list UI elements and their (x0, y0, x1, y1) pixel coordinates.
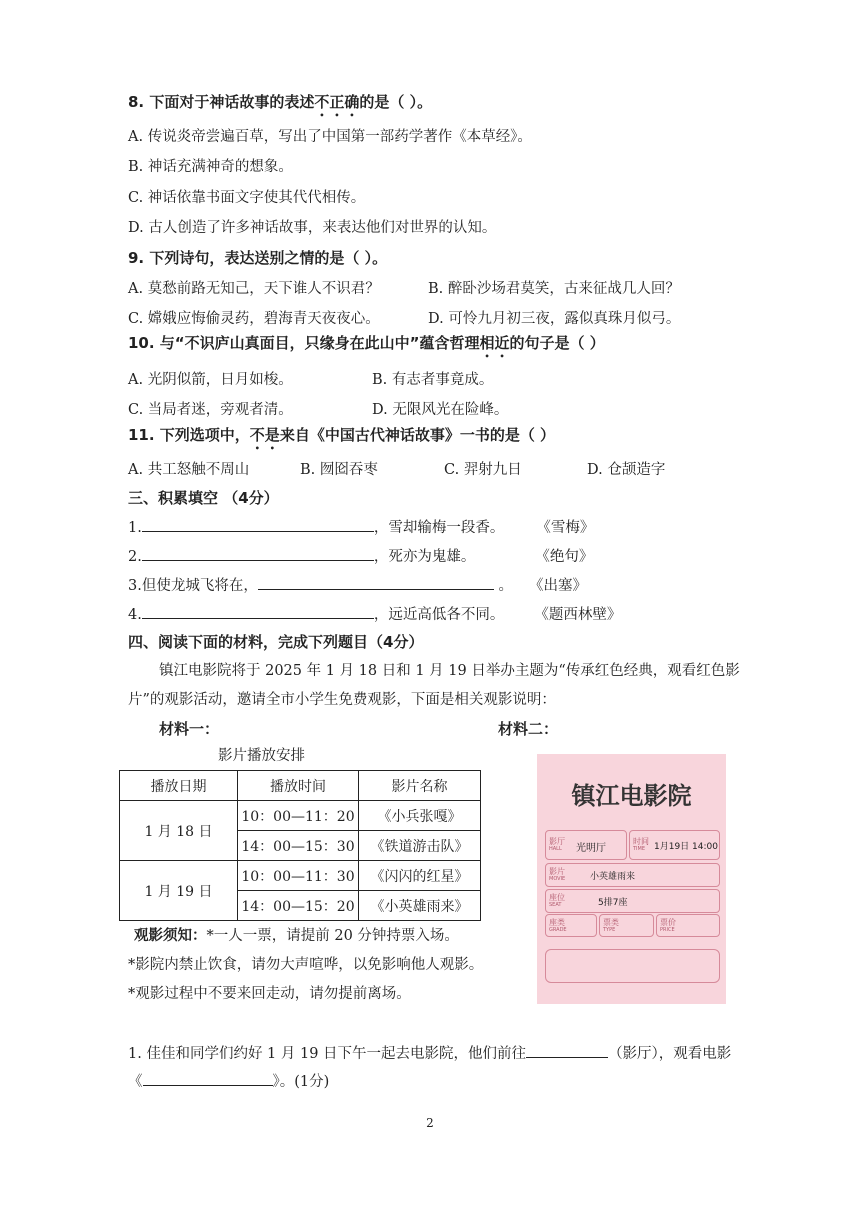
time-value: 1月19日 14:00 (654, 842, 718, 852)
q10-option-a: A. 光阴似箭，日月如梭。 (128, 372, 293, 388)
cinema-name: 镇江电影院 (571, 782, 692, 810)
q8-option-c: C. 神话依靠书面文字使其代代相传。 (128, 190, 366, 206)
header-time: 播放时间 (238, 771, 359, 801)
cell-film: 《小兵张嘎》 (359, 801, 481, 831)
cell-time: 14：00—15：30 (238, 831, 359, 861)
fill-item-1: 1. ，雪却输梅一段香。 《雪梅》 (128, 516, 594, 538)
hall-box (545, 830, 627, 860)
question-11-title: 11. 下列选项中，不是来自《中国古代神话故事》一书的是（ ） (128, 426, 556, 444)
q11-option-b: B. 囫囵吞枣 (300, 462, 378, 478)
answer-blank[interactable] (258, 574, 494, 590)
price-label: 票价 PRICE (660, 918, 676, 933)
movie-value: 小英雄雨来 (590, 872, 636, 882)
q11-option-c: C. 羿射九日 (444, 462, 522, 478)
cell-film: 《闪闪的红星》 (359, 861, 481, 891)
fill-item-3: 3.但使龙城飞将在， 。 《出塞》 (128, 574, 587, 596)
q9-option-c: C. 嫦娥应悔偷灵药，碧海青天夜夜心。 (128, 311, 380, 327)
q9-option-a: A. 莫愁前路无知己，天下谁人不识君？ (128, 281, 380, 297)
q10-option-c: C. 当局者迷，旁观者清。 (128, 402, 293, 418)
answer-blank[interactable] (142, 603, 374, 619)
type-box (599, 914, 654, 937)
table-row (120, 801, 481, 831)
q11-option-d: D. 仓颉造字 (587, 462, 666, 478)
intro-paragraph-line-2: 片”的观影活动，邀请全市小学生免费观影，下面是相关观影说明： (128, 692, 556, 708)
fill-item-4: 4. ，远近高低各不同。 《题西林壁》 (128, 603, 621, 625)
header-film: 影片名称 (359, 771, 481, 801)
answer-blank[interactable] (142, 545, 374, 561)
cell-film: 《铁道游击队》 (359, 831, 481, 861)
seat-box (545, 889, 720, 913)
table-caption: 影片播放安排 (218, 748, 305, 764)
material-2-label: 材料二： (498, 720, 559, 738)
movie-label: 影片 MOVIE (549, 867, 566, 882)
intro-paragraph-line-1: 镇江电影院将于 2025 年 1 月 18 日和 1 月 19 日举办主题为“传承红色经典，观看红色影 (159, 663, 740, 679)
section-3-heading: 三、积累填空 （4分） (128, 489, 279, 507)
cell-film: 《小英雄雨来》 (359, 891, 481, 921)
hall-value: 光明厅 (576, 843, 606, 854)
sub-question-1-line-2: 《 》。(1分) (128, 1070, 329, 1092)
grade-box (545, 914, 597, 937)
stub-box (545, 949, 720, 983)
question-10-title: 10. 与“不识庐山真面目，只缘身在此山中”蕴含哲理相近的句子是（ ） (128, 334, 605, 352)
q10-option-b: B. 有志者事竟成。 (372, 372, 494, 388)
q9-option-d: D. 可怜九月初三夜，露似真珠月似弓。 (428, 311, 681, 327)
q8-option-a: A. 传说炎帝尝遍百草，写出了中国第一部药学著作《本草经》。 (128, 129, 532, 145)
material-1-label: 材料一： (159, 720, 220, 738)
movie-answer-blank[interactable] (143, 1070, 273, 1086)
question-9-title: 9. 下列诗句，表达送别之情的是（ ）。 (128, 249, 388, 267)
answer-blank[interactable] (142, 516, 374, 532)
type-label: 票类 TYPE (603, 918, 619, 933)
price-box (656, 914, 720, 937)
q9-option-b: B. 醉卧沙场君莫笑，古来征战几人回？ (428, 281, 680, 297)
seat-label: 座位 SEAT (549, 893, 565, 908)
table-row (120, 861, 481, 891)
table-header-row (120, 771, 481, 801)
schedule-table (119, 770, 481, 921)
q10-option-d: D. 无限风光在险峰。 (372, 402, 509, 418)
page-number: 2 (426, 1116, 434, 1130)
grade-label: 座类 GRADE (549, 918, 567, 933)
notice-line-3: *观影过程中不要来回走动，请勿提前离场。 (128, 986, 411, 1002)
q11-option-a: A. 共工怒触不周山 (128, 462, 250, 478)
notice-line-2: *影院内禁止饮食，请勿大声喧哗，以免影响他人观影。 (128, 957, 484, 973)
time-box (629, 830, 720, 860)
hall-answer-blank[interactable] (526, 1042, 608, 1058)
notice-line-1: 观影须知：*一人一票，请提前 20 分钟持票入场。 (134, 927, 459, 944)
seat-value: 5排7座 (598, 898, 628, 908)
cell-time: 10：00—11：20 (238, 801, 359, 831)
sub-question-1-line-1: 1. 佳佳和同学们约好 1 月 19 日下午一起去电影院，他们前往 （影厅），观看电影 (128, 1042, 731, 1064)
movie-ticket (537, 754, 726, 1004)
q8-option-d: D. 古人创造了许多神话故事，来表达他们对世界的认知。 (128, 220, 497, 236)
cell-date: 1 月 19 日 (120, 861, 238, 921)
section-4-heading: 四、阅读下面的材料，完成下列题目（4分） (128, 633, 424, 651)
q8-option-b: B. 神话充满神奇的想象。 (128, 159, 293, 175)
fill-item-2: 2. ，死亦为鬼雄。 《绝句》 (128, 545, 593, 567)
hall-label: 影厅 HALL (549, 837, 565, 852)
cell-time: 10：00—11：30 (238, 861, 359, 891)
header-date: 播放日期 (120, 771, 238, 801)
cell-time: 14：00—15：20 (238, 891, 359, 921)
question-8-title: 8. 下面对于神话故事的表述不正确的是（ ）。 (128, 93, 433, 111)
time-label: 时间 TIME (633, 837, 649, 852)
cell-date: 1 月 18 日 (120, 801, 238, 861)
movie-box (545, 863, 720, 887)
